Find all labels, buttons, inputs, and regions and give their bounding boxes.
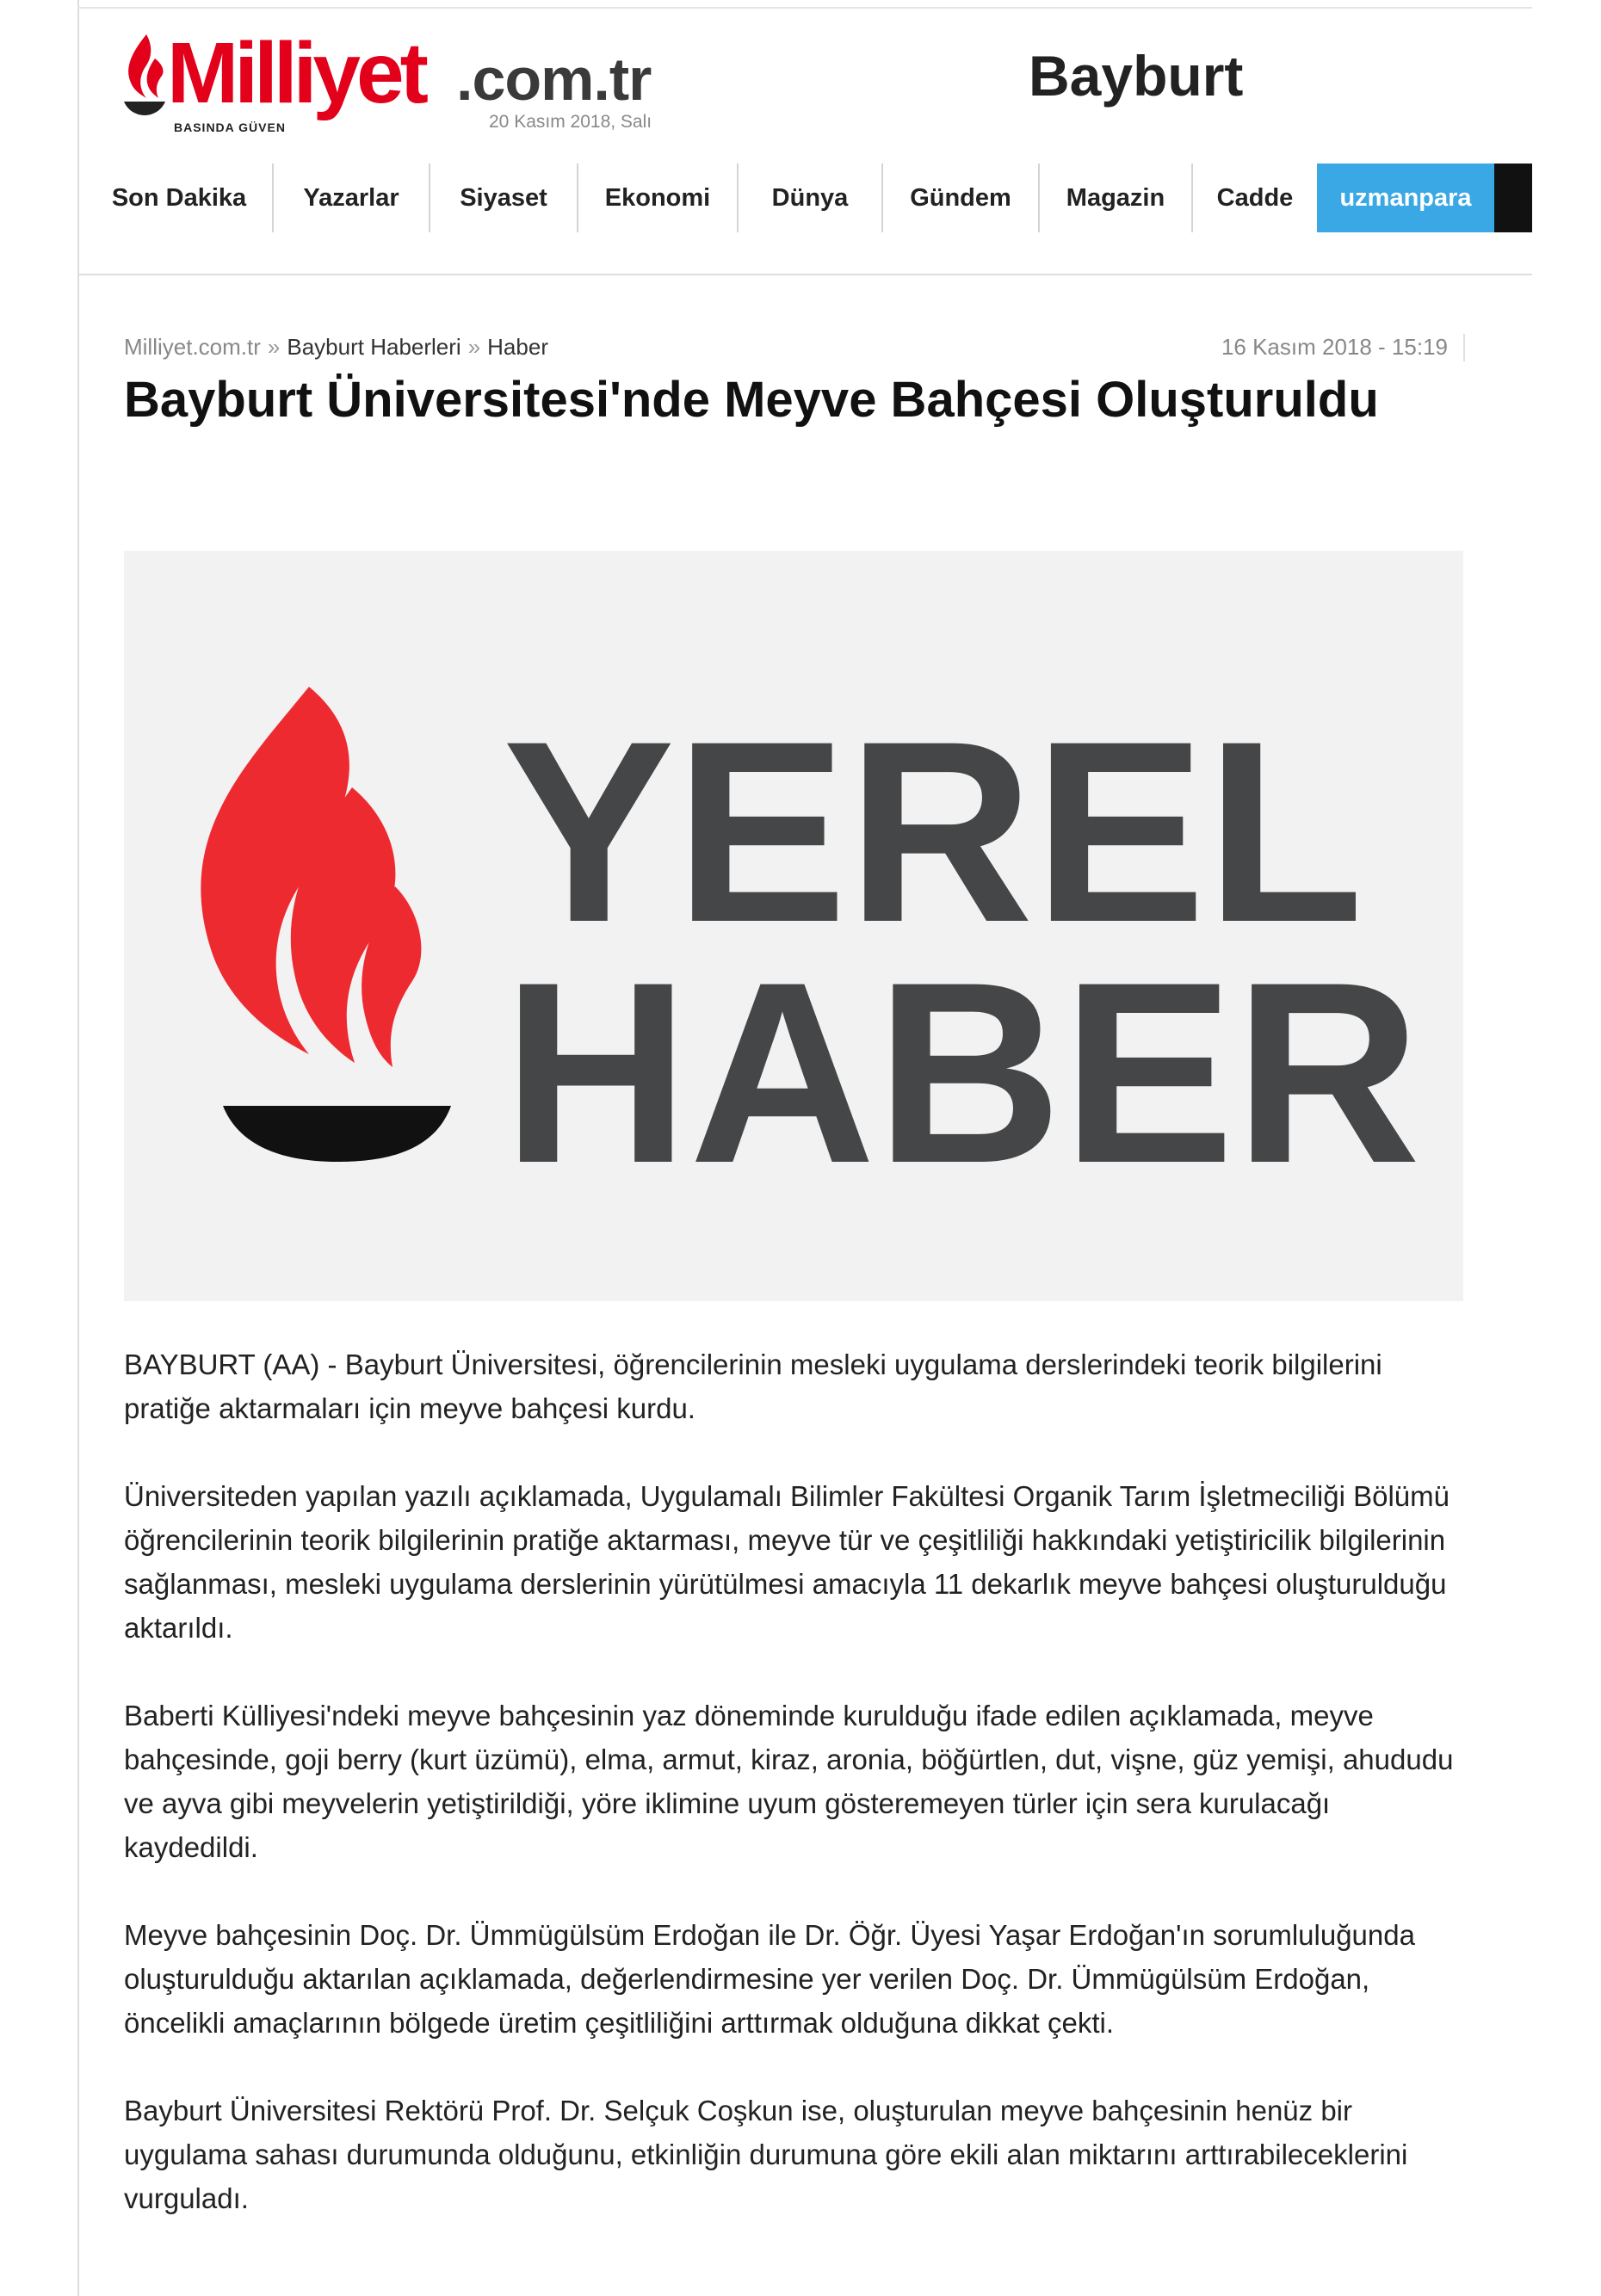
yerel-text: YEREL [503,687,1364,976]
article-paragraph: Üniversiteden yapılan yazılı açıklamada, Uygulamalı Bilimler Fakültesi Organik Tarım İşletmeciliği Bölümü öğrencilerinin teorik bilgilerinin pratiğe aktarması, meyve tür ve çeşitliliği hakkındaki yetiştiricilik bilgilerinin sağlanması, mesleki uygulama derslerinin yürütülmesi amacıyla 11 dekarlık meyve bahçesi oluşturulduğu aktarıldı. [124,1480,1450,1644]
nav-item-siyaset[interactable]: Siyaset [430,164,578,232]
article-date: 16 Kasım 2018 - 15:19 [1221,334,1448,360]
article-body [124,1342,1467,2264]
article-paragraph: Meyve bahçesinin Doç. Dr. Ümmügülsüm Erdoğan ile Dr. Öğr. Üyesi Yaşar Erdoğan'ın sorumluluğunda oluşturulduğu aktarılan açıklamada, değerlendirmesine yer verilen Doç. Dr. Ümmügülsüm Erdoğan, öncelikli amaçlarının bölgede üretim çeşitliliğini arttırmak olduğuna dikkat çekti. [124,1919,1415,2039]
nav-item-cadde[interactable]: Cadde [1216,183,1294,212]
article-paragraph: Baberti Külliyesi'ndeki meyve bahçesinin yaz döneminde kurulduğu ifade edilen açıklamada, meyve bahçesinde, goji berry (kurt üzümü), elma, armut, kiraz, aronia, böğürtlen, dut, vişne, güz yemişi, ahududu ve ayva gibi meyvelerin yetiştirildiği, yöre iklimine uyum gösteremeyen türler için sera kurulacağı kaydedildi. [124,1700,1454,1863]
breadcrumb-current: Haber [487,334,548,360]
article-paragraph: Bayburt Üniversitesi Rektörü Prof. Dr. Selçuk Coşkun ise, oluşturulan meyve bahçesinin henüz bir uygulama sahası durumunda olduğunu, etkinliğin durumuna göre ekili alan miktarını arttırabileceklerini vurguladı. [124,2095,1408,2214]
breadcrumb-separator: » [467,334,481,360]
haber-text: HABER [503,928,1421,1217]
breadcrumb-section[interactable]: Bayburt Haberleri [287,334,461,360]
nav-item-son-dakika[interactable]: Son Dakika [86,164,274,232]
yerel-haber-logo [124,551,1463,1301]
article-image [124,551,1463,1301]
nav-more-block[interactable] [1494,164,1532,232]
logo-wordmark: Milliyet [167,25,424,121]
nav-divider [77,274,1532,275]
nav-item-yazarlar[interactable]: Yazarlar [274,164,430,232]
flame-icon [121,33,169,119]
article-paragraph: BAYBURT (AA) - Bayburt Üniversitesi, öğrencilerinin mesleki uygulama derslerindeki teorik bilgilerini pratiğe aktarmaları için meyve bahçesi kurdu. [124,1349,1382,1424]
city-title[interactable]: Bayburt [1029,44,1244,108]
breadcrumb-site[interactable]: Milliyet.com.tr [124,334,261,360]
date-divider [1463,334,1465,361]
header-date: 20 Kasım 2018, Salı [489,112,652,132]
nav-item-magazin[interactable]: Magazin [1040,164,1193,232]
breadcrumb-separator: » [267,334,281,360]
page-title: Bayburt Üniversitesi'nde Meyve Bahçesi Oluşturuldu [124,372,1379,428]
top-divider [77,7,1532,9]
breadcrumb [124,334,548,361]
main-nav [86,164,1532,232]
nav-item-ekonomi[interactable]: Ekonomi [578,164,739,232]
logo-domain: .com.tr [456,46,652,113]
flame-icon [201,687,451,1162]
nav-item-uzmanpara[interactable]: uzmanpara [1317,164,1494,232]
nav-item-dunya[interactable]: Dünya [739,164,883,232]
logo-slogan: BASINDA GÜVEN [174,120,286,134]
nav-item-gundem[interactable]: Gündem [883,164,1040,232]
